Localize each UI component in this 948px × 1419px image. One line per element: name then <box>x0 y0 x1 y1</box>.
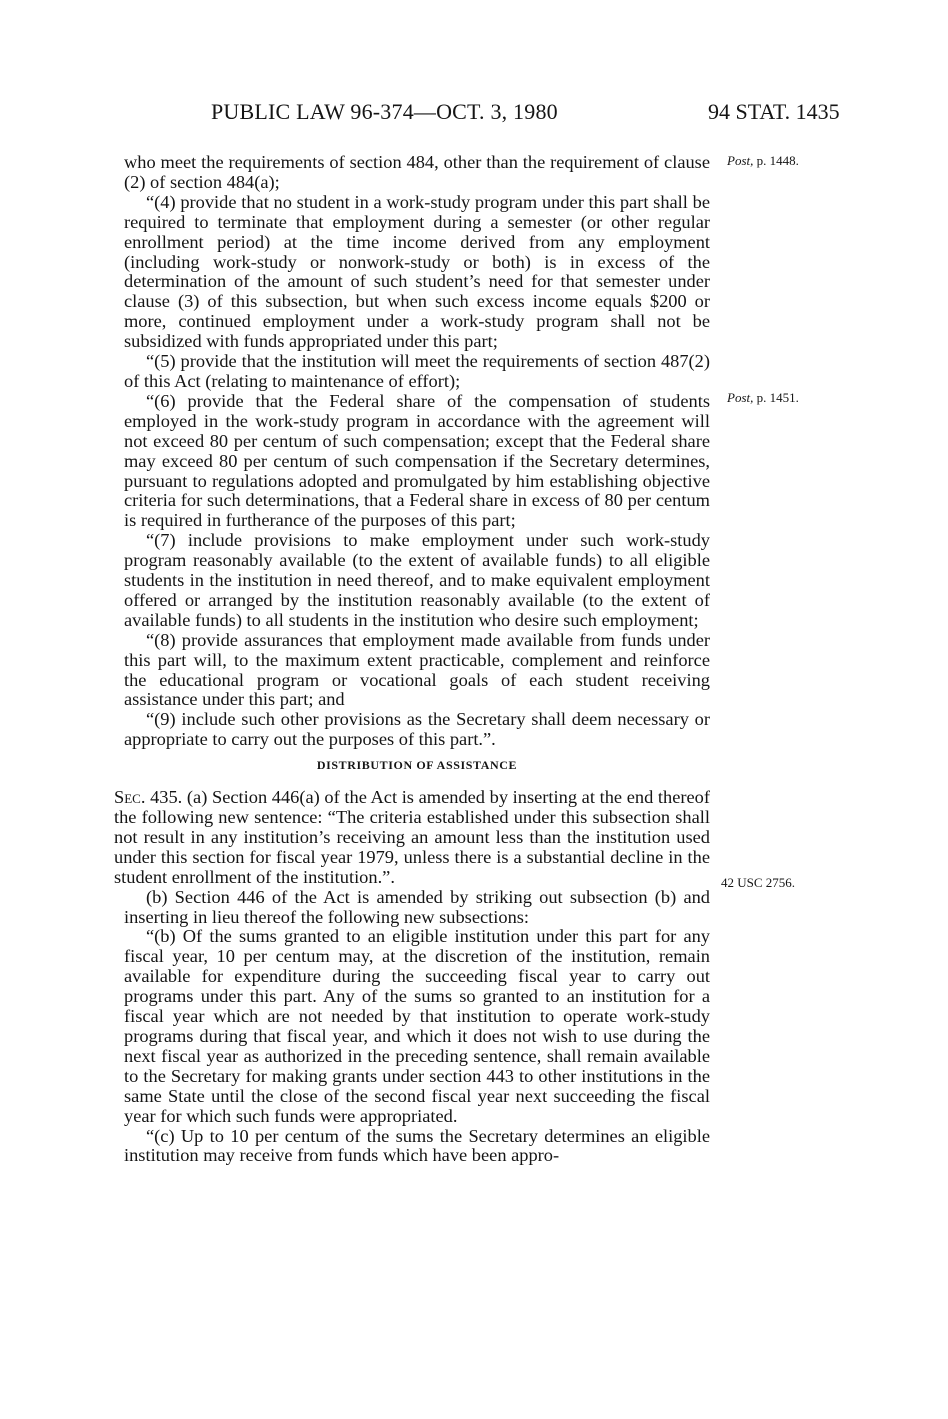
running-header-title: PUBLIC LAW 96-374—OCT. 3, 1980 <box>211 99 558 124</box>
margin-note-post-1448 <box>727 153 799 169</box>
paragraph-clause-6: “(6) provide that the Federal share of the compensation of students employed in the work-study program in accordance with the agreement will not exceed 80 per centum of such compensation; except that the Federal share may exceed 80 per centum of such compensation if the Secretary determines, pursuant to regulations adopted and promulgated by him establishing objective criteria for such determinations, that a Federal share in excess of 80 per centum is required in furtherance of the purposes of this part; <box>124 390 710 531</box>
margin-note-page: p. 1448. <box>756 153 799 168</box>
paragraph-clause-5: “(5) provide that the institution will meet the requirements of section 487(2) of this Act (relating to maintenance of effort); <box>124 351 710 391</box>
paragraph-subsection-b: “(b) Of the sums granted to an eligible institution under this part for any fiscal year, 10 per centum may, at the discretion of the institution, remain available for expenditure during the succeeding fiscal year to carry out programs under this part. Any of the sums so granted to an institution for a fiscal year which are not needed by that institution to operate work-study programs during that fiscal year, and which it does not wish to use during the next fiscal year as authorized in the preceding sentence, shall remain available to the Secretary for making grants under section 443 to other institutions in the same State until the close of the second fiscal year next succeeding the fiscal year for which such funds were appropriated. <box>124 926 710 1126</box>
statute-page-number: 94 STAT. 1435 <box>708 99 840 124</box>
paragraph-subsection-c: “(c) Up to 10 per centum of the sums the Secretary determines an eligible institution may receive from funds which have been appro- <box>124 1125 710 1166</box>
margin-note-page: p. 1451. <box>756 390 799 405</box>
margin-note-ref: Post, <box>727 390 754 405</box>
paragraph-clause-7: “(7) include provisions to make employment under such work-study program reasonably available (to the extent of available funds) to all eligible students in the institution in need thereof, and to make equivalent employment offered or arranged by the institution reasonably available (to the extent of available funds) to all students in the institution who desire such employment; <box>124 530 710 630</box>
paragraph-clause-9: “(9) include such other provisions as the Secretary shall deem necessary or appropriate to carry out the purposes of this part.”. <box>124 709 710 750</box>
paragraph-section-435b: (b) Section 446 of the Act is amended by striking out subsection (b) and inserting in lieu thereof the following new subsections: <box>124 886 710 927</box>
margin-note-ref: Post, <box>727 153 754 168</box>
paragraph-clause-8: “(8) provide assurances that employment made available from funds under this part will, to the maximum extent practicable, complement and reinforce the educational program or vocational goals of each student receiving assistance under this part; and <box>124 629 710 710</box>
body-text <box>114 152 710 1166</box>
margin-note-usc-citation: 42 USC 2756. <box>721 875 796 890</box>
section-435a-text: 435. (a) Section 446(a) of the Act is amended by inserting at the end thereof the following new sentence: “The criteria established under this subsection shall not result in any institution’s receiving an amount less than the institution used under this section for fiscal year 1979, unless there is a substantial decline in the student enrollment of the institution.”. <box>114 787 710 887</box>
paragraph-clause-4: “(4) provide that no student in a work-study program under this part shall be required to terminate that employment during a semester (or other regular enrollment period) at the time income derived from any employment (including work-study or nonwork-study or both) is in excess of the determination of the amount of such student’s need for that semester under clause (3) of this subsection, but when such excess income equals $200 or more, continued employment under a work-study program shall not be subsidized with funds appropriated under this part; <box>124 191 710 352</box>
paragraph-section-435a <box>114 788 710 888</box>
margin-note-post-1451 <box>727 390 799 406</box>
section-label: Sec. <box>114 787 146 808</box>
paragraph-continuation: who meet the requirements of section 484, other than the requirement of clause (2) of section 484(a); <box>124 152 710 192</box>
section-heading: DISTRIBUTION OF ASSISTANCE <box>316 758 518 773</box>
